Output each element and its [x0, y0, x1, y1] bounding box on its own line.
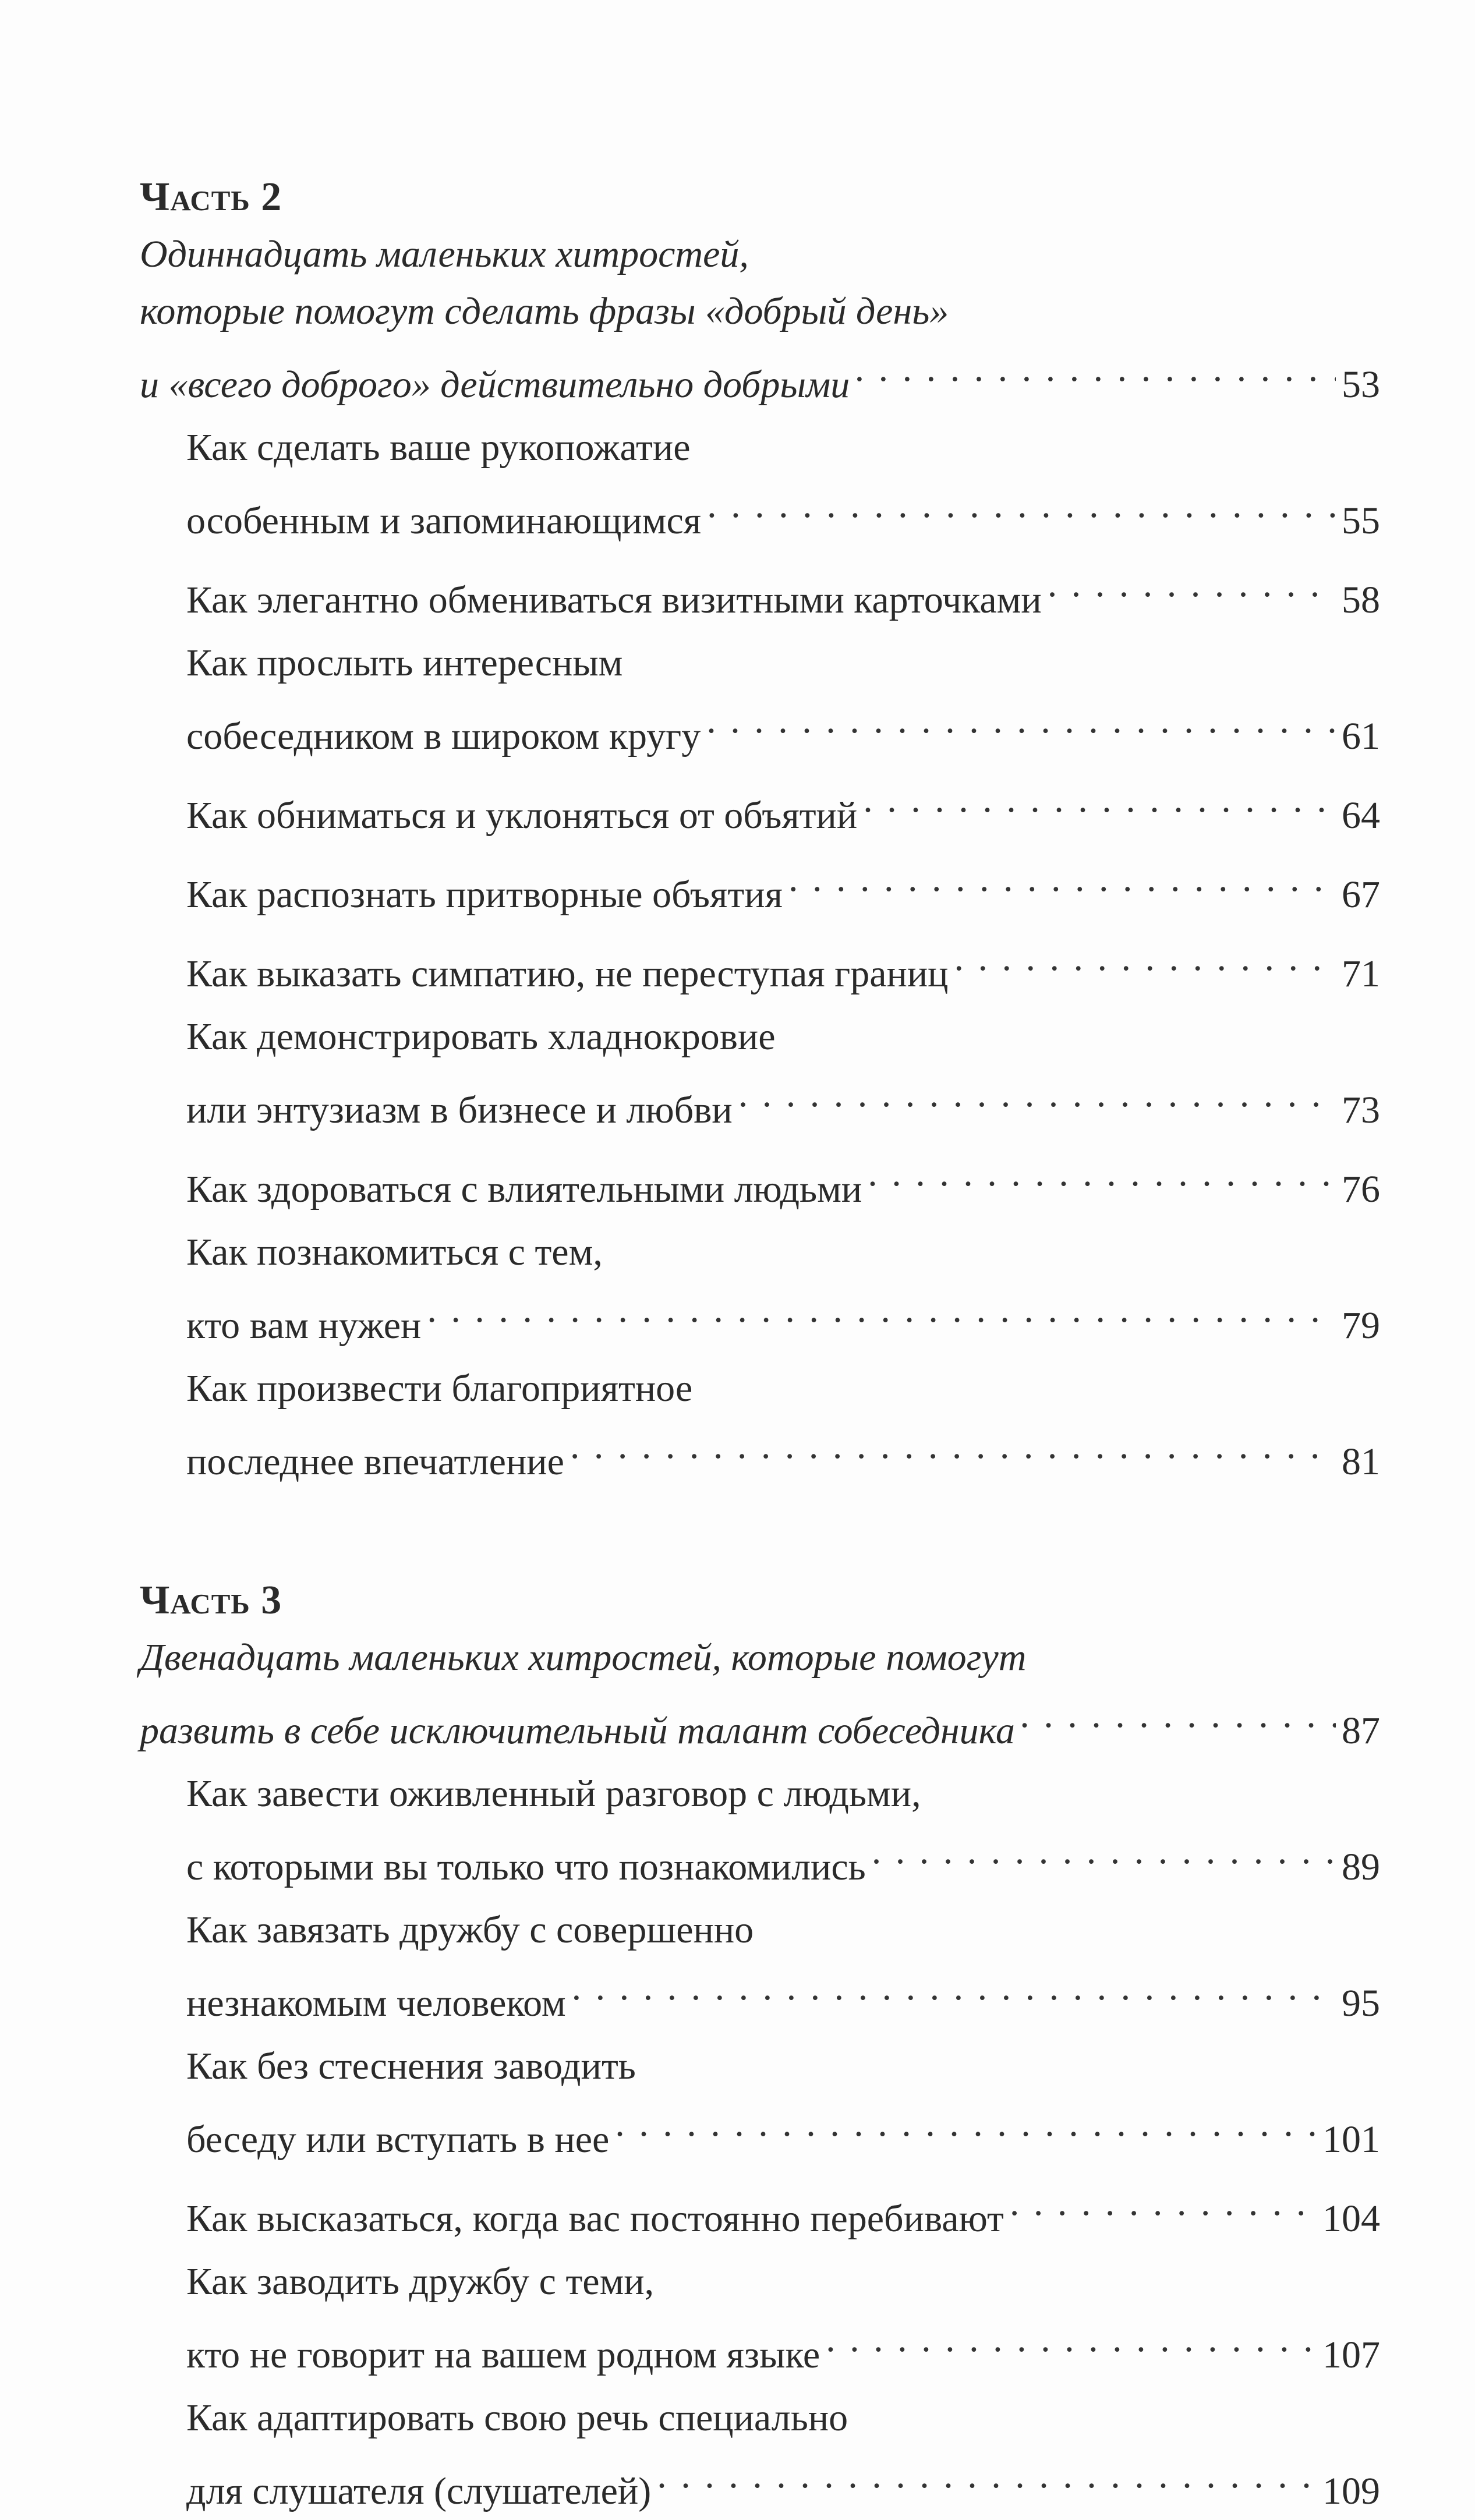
toc-entry[interactable]	[186, 850, 1380, 923]
page-number: 109	[1322, 2470, 1380, 2512]
page-number: 79	[1342, 1304, 1380, 1347]
toc-entry[interactable]	[186, 929, 1380, 1003]
entry-line: Как высказаться, когда вас постоянно перебивают	[186, 2197, 1004, 2240]
part-description-line: которые помогут сделать фразы «добрый день»	[140, 290, 949, 332]
page-number: 73	[1342, 1089, 1380, 1131]
entry-line: Как адаптировать свою речь специально	[186, 2397, 848, 2439]
dot-leader	[706, 692, 1336, 749]
part-description-last-line[interactable]	[140, 340, 1380, 413]
entry-line: беседу или вступать в нее	[186, 2118, 610, 2161]
toc-entry[interactable]	[186, 1360, 1380, 1491]
toc-entry[interactable]	[186, 419, 1380, 550]
toc-entry[interactable]	[186, 1224, 1380, 1354]
entry-line: Как завязать дружбу с совершенно	[186, 1909, 754, 1951]
page-number: 95	[1342, 1982, 1380, 2025]
toc-entry[interactable]	[186, 1902, 1380, 2032]
entry-line: Как элегантно обмениваться визитными карточками	[186, 579, 1042, 621]
table-of-contents	[140, 169, 1380, 2520]
entry-line: Как познакомиться с тем,	[186, 1231, 603, 1273]
dot-leader	[1048, 555, 1336, 613]
entry-line: Как демонстрировать хладнокровие	[186, 1015, 776, 1058]
toc-entry[interactable]	[186, 2390, 1380, 2520]
dot-leader	[707, 476, 1336, 533]
toc-entry[interactable]	[186, 555, 1380, 629]
toc-entry[interactable]	[186, 1008, 1380, 1139]
dot-leader	[1021, 1686, 1336, 1743]
part-description-last-line[interactable]	[140, 1686, 1380, 1760]
dot-leader	[855, 340, 1336, 397]
toc-entry[interactable]	[186, 1145, 1380, 1218]
part-3-section	[140, 1572, 1380, 2520]
page-number: 71	[1342, 953, 1380, 995]
entry-line: Как без стеснения заводить	[186, 2045, 636, 2087]
page-number: 76	[1342, 1168, 1380, 1211]
dot-leader	[615, 2095, 1317, 2152]
entry-line: последнее впечатление	[186, 1440, 564, 1483]
entry-line: Как распознать притворные объятия	[186, 873, 783, 916]
entry-line: с которыми вы только что познакомились	[186, 1846, 866, 1888]
toc-entry[interactable]	[186, 2174, 1380, 2248]
page-number: 64	[1342, 794, 1380, 837]
entry-line: или энтузиазм в бизнесе и любви	[186, 1089, 733, 1131]
entry-line: Как обниматься и уклоняться от объятий	[186, 794, 858, 837]
page-number: 61	[1342, 715, 1380, 758]
dot-leader	[872, 1822, 1336, 1880]
toc-entry[interactable]	[186, 635, 1380, 765]
page-number: 55	[1342, 500, 1380, 542]
entry-line: Как заводить дружбу с теми,	[186, 2260, 655, 2303]
part-title: Часть 2	[140, 175, 282, 220]
entry-line: кто вам нужен	[186, 1304, 422, 1347]
entry-line: Как здороваться с влиятельными людьми	[186, 1168, 862, 1211]
dot-leader	[657, 2447, 1317, 2504]
entry-line: Как завести оживленный разговор с людьми,	[186, 1772, 921, 1815]
toc-entry[interactable]	[186, 2038, 1380, 2168]
page-number: 67	[1342, 873, 1380, 916]
entry-line: собеседником в широком кругу	[186, 715, 701, 758]
part-title: Часть 3	[140, 1578, 282, 1623]
part-2-section	[140, 169, 1380, 1491]
page-number: 53	[1342, 363, 1380, 406]
part-description-line: развить в себе исключительный талант собеседника	[140, 1710, 1015, 1752]
dot-leader	[863, 771, 1336, 828]
page-number: 107	[1322, 2334, 1380, 2376]
part-description	[140, 1629, 1380, 1760]
dot-leader	[954, 929, 1336, 986]
part-description	[140, 226, 1380, 413]
page-number: 89	[1342, 1846, 1380, 1888]
dot-leader	[1010, 2174, 1317, 2231]
page-number: 58	[1342, 579, 1380, 621]
entry-list	[140, 1765, 1380, 2520]
page-number: 104	[1322, 2197, 1380, 2240]
dot-leader	[826, 2310, 1317, 2367]
dot-leader	[570, 1417, 1336, 1474]
toc-entry[interactable]	[186, 2253, 1380, 2384]
entry-line: особенным и запоминающимся	[186, 500, 702, 542]
dot-leader	[868, 1145, 1336, 1202]
entry-line: незнакомым человеком	[186, 1982, 566, 2025]
dot-leader	[427, 1281, 1336, 1338]
page-number: 87	[1342, 1710, 1380, 1752]
dot-leader	[572, 1959, 1336, 2016]
toc-entry[interactable]	[186, 1765, 1380, 1896]
entry-line: для слушателя (слушателей)	[186, 2470, 652, 2512]
entry-line: Как прослыть интересным	[186, 642, 623, 684]
page-number: 101	[1322, 2118, 1380, 2161]
dot-leader	[788, 850, 1336, 907]
page-number: 81	[1342, 1440, 1380, 1483]
dot-leader	[738, 1066, 1336, 1123]
part-description-line: и «всего доброго» действительно добрыми	[140, 363, 850, 406]
part-description-line: Двенадцать маленьких хитростей, которые помогут	[140, 1636, 1027, 1679]
entry-list	[140, 419, 1380, 1491]
entry-line: кто не говорит на вашем родном языке	[186, 2334, 820, 2376]
entry-line: Как произвести благоприятное	[186, 1367, 693, 1410]
entry-line: Как выказать симпатию, не переступая границ	[186, 953, 949, 995]
entry-line: Как сделать ваше рукопожатие	[186, 426, 691, 469]
part-description-line: Одиннадцать маленьких хитростей,	[140, 233, 749, 275]
toc-entry[interactable]	[186, 771, 1380, 844]
